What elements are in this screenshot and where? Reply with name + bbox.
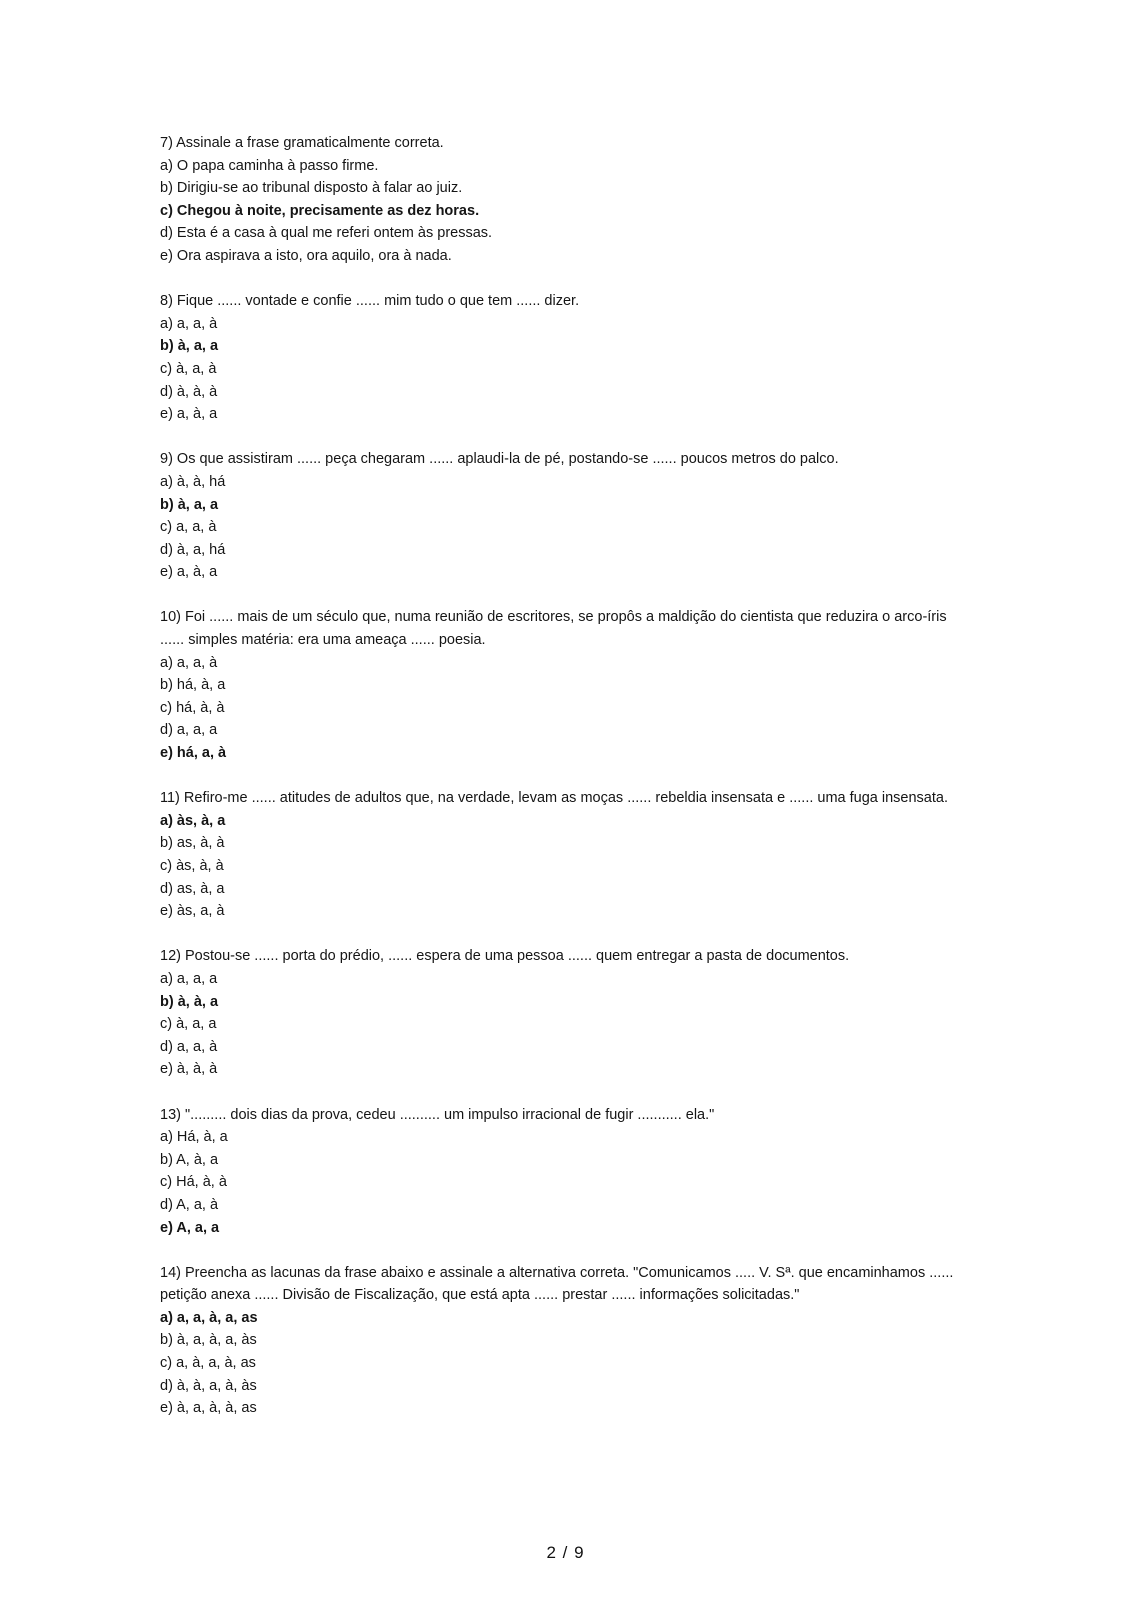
option-line: e) a, à, a <box>160 564 218 581</box>
question-block <box>160 945 972 1081</box>
question-block <box>160 1262 972 1420</box>
question-block <box>160 1104 972 1240</box>
option-line: a) O papa caminha à passo firme. <box>160 157 379 174</box>
question-block <box>160 787 972 923</box>
question-prompt: 14) Preencha as lacunas da frase abaixo e assinale a alternativa correta. "Comunicamos ..... V. Sª. que encaminhamos ...... petição anexa ...... Divisão de Fiscalização, que está apta ...... prestar ...... informações solicitadas." <box>160 1264 958 1304</box>
question-prompt: 7) Assinale a frase gramaticalmente correta. <box>160 135 444 151</box>
option-line: b) há, à, a <box>160 677 226 694</box>
question-prompt: 10) Foi ...... mais de um século que, numa reunião de escritores, se propôs a maldição do cientista que reduzira o arco-íris ...... simples matéria: era uma ameaça ...... poesia. <box>160 609 951 649</box>
option-line: d) à, a, há <box>160 541 226 558</box>
option-line: a) Há, à, a <box>160 1129 228 1146</box>
option-line: e) há, a, à <box>160 745 227 762</box>
option-line: c) às, à, à <box>160 858 224 874</box>
question-block <box>160 448 972 584</box>
option-line: c) Há, à, à <box>160 1174 227 1191</box>
option-line: e) à, à, à <box>160 1061 218 1078</box>
question-prompt: 11) Refiro-me ...... atitudes de adultos que, na verdade, levam as moças ...... rebeldia insensata e ...... uma fuga insensata. <box>160 790 948 807</box>
option-line: d) Esta é a casa à qual me referi ontem às pressas. <box>160 225 493 242</box>
option-line: b) à, à, a <box>160 993 219 1010</box>
question-prompt: 12) Postou-se ...... porta do prédio, ...... espera de uma pessoa ...... quem entregar a pasta de documentos. <box>160 948 850 965</box>
option-line: b) à, a, a <box>160 496 219 513</box>
question-block <box>160 132 972 268</box>
option-line: d) as, à, a <box>160 880 225 897</box>
option-line: a) à, à, há <box>160 473 226 490</box>
option-line: d) a, a, a <box>160 722 218 739</box>
option-line: d) A, a, à <box>160 1196 219 1213</box>
questions-list <box>160 132 972 1442</box>
option-line: e) A, a, a <box>160 1219 220 1236</box>
option-line: a) a, a, a <box>160 970 218 987</box>
option-line: b) A, à, a <box>160 1151 219 1168</box>
option-line: c) há, à, à <box>160 699 225 716</box>
option-line: d) à, à, à <box>160 383 218 400</box>
question-block <box>160 290 972 426</box>
option-line: a) a, a, à, a, as <box>160 1309 258 1326</box>
option-line: e) à, a, à, à, as <box>160 1400 257 1417</box>
option-line: c) a, a, à <box>160 519 217 536</box>
question-prompt: 9) Os que assistiram ...... peça chegaram ...... aplaudi-la de pé, postando-se ...... poucos metros do palco. <box>160 451 839 468</box>
option-line: c) à, a, à <box>160 360 217 377</box>
option-line: d) à, à, a, à, às <box>160 1377 257 1394</box>
option-line: b) à, a, a <box>160 338 219 355</box>
option-line: a) a, a, à <box>160 654 218 671</box>
page-number: 2 / 9 <box>546 1543 585 1562</box>
option-line: e) Ora aspirava a isto, ora aquilo, ora à nada. <box>160 247 452 264</box>
question-block <box>160 606 972 764</box>
option-line: b) à, a, à, a, às <box>160 1332 257 1349</box>
question-prompt: 8) Fique ...... vontade e confie ...... mim tudo o que tem ...... dizer. <box>160 293 580 310</box>
question-prompt: 13) "......... dois dias da prova, cedeu .......... um impulso irracional de fugir ........... ela." <box>160 1106 715 1123</box>
option-line: a) às, à, a <box>160 812 226 829</box>
option-line: b) Dirigiu-se ao tribunal disposto à falar ao juiz. <box>160 180 463 197</box>
option-line: c) a, à, a, à, as <box>160 1355 256 1372</box>
option-line: b) as, à, à <box>160 835 225 852</box>
option-line: c) à, a, a <box>160 1016 217 1033</box>
option-line: d) a, a, à <box>160 1038 218 1055</box>
option-line: c) Chegou à noite, precisamente as dez horas. <box>160 202 480 219</box>
option-line: e) às, a, à <box>160 903 225 920</box>
option-line: a) a, a, à <box>160 315 218 332</box>
option-line: e) a, à, a <box>160 406 218 423</box>
